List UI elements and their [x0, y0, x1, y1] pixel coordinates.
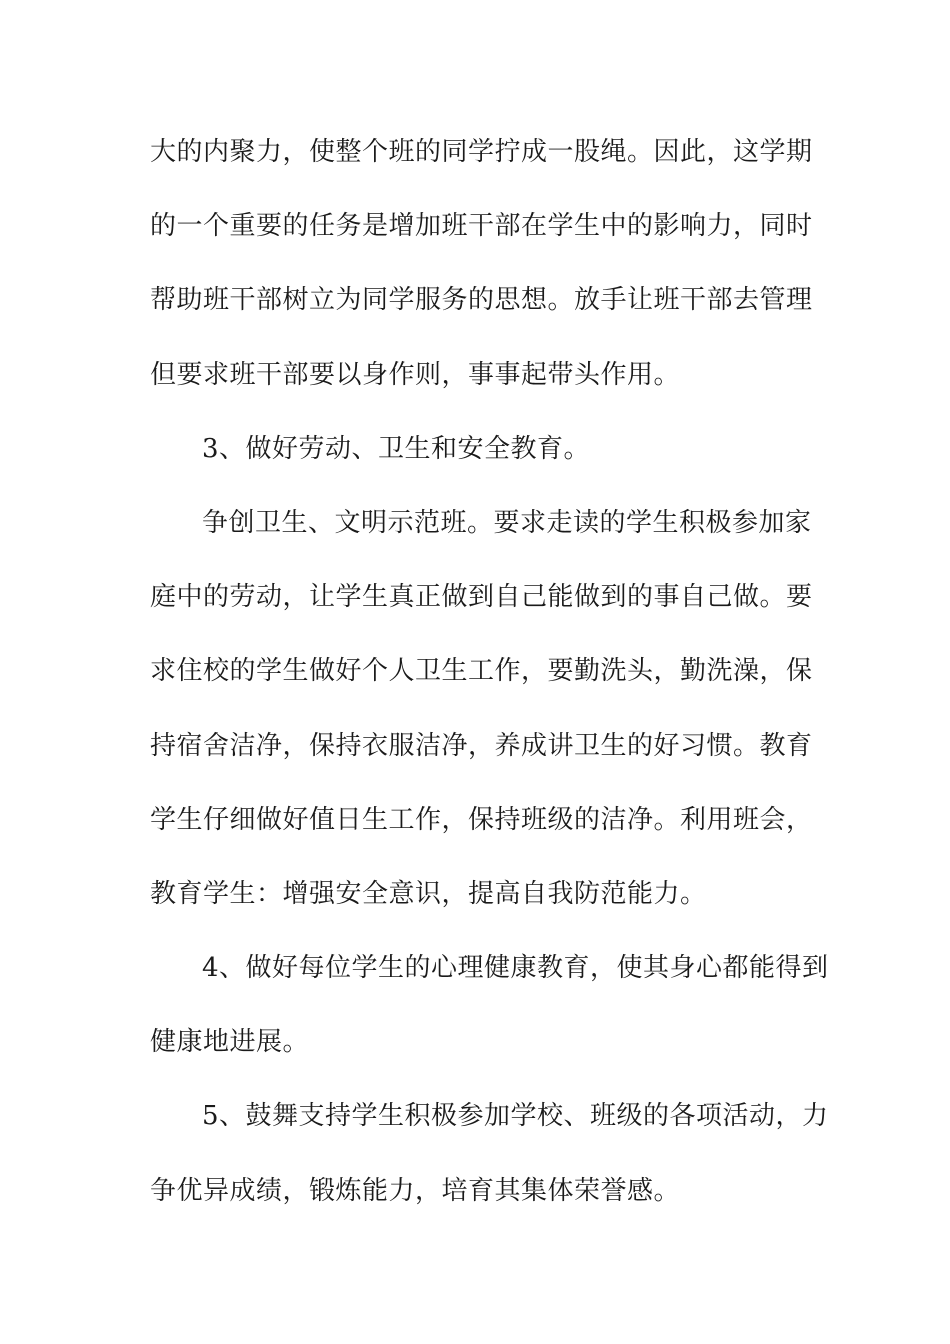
section-heading-5: 5、鼓舞支持学生积极参加学校、班级的各项活动，力 [202, 1101, 829, 1132]
paragraph-line: 的一个重要的任务是增加班干部在学生中的影响力，同时 [150, 211, 813, 242]
paragraph-line: 争优异成绩，锻炼能力，培育其集体荣誉感。 [150, 1175, 681, 1206]
paragraph-line: 求住校的学生做好个人卫生工作，要勤洗头，勤洗澡，保 [150, 656, 813, 687]
paragraph-line: 持宿舍洁净，保持衣服洁净，养成讲卫生的好习惯。教育 [150, 730, 813, 761]
paragraph-line: 学生仔细做好值日生工作，保持班级的洁净。利用班会， [150, 804, 813, 835]
paragraph-line: 教育学生：增强安全意识，提高自我防范能力。 [150, 878, 707, 909]
paragraph-line: 健康地进展。 [150, 1027, 310, 1058]
section-heading-3: 3、做好劳动、卫生和安全教育。 [202, 433, 591, 464]
paragraph-line: 争创卫生、文明示范班。要求走读的学生积极参加家 [202, 507, 812, 538]
paragraph-line: 大的内聚力，使整个班的同学拧成一股绳。因此，这学期 [150, 137, 813, 167]
paragraph-line: 帮助班干部树立为同学服务的思想。放手让班干部去管理 [150, 285, 813, 316]
document-body [150, 128, 829, 1241]
paragraph-line: 但要求班干部要以身作则，事事起带头作用。 [150, 359, 681, 390]
section-heading-4: 4、做好每位学生的心理健康教育，使其身心都能得到 [202, 953, 829, 984]
paragraph-line: 庭中的劳动，让学生真正做到自己能做到的事自己做。要 [150, 582, 813, 613]
